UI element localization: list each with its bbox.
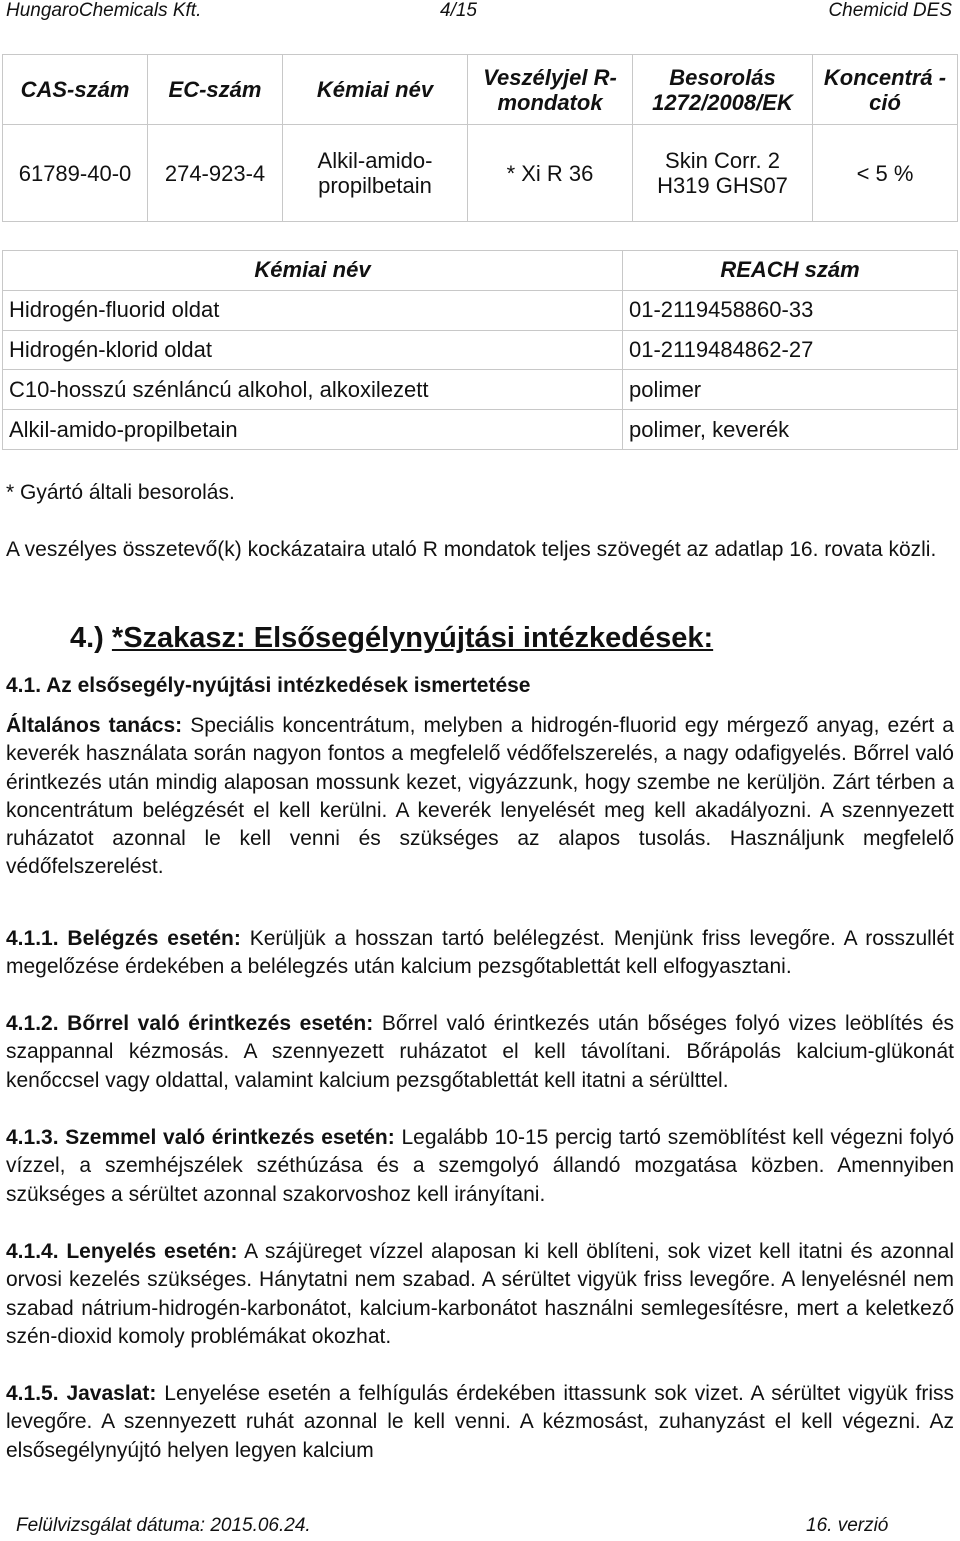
ingestion-item (6, 1238, 954, 1351)
manufacturer-note: * Gyártó általi besorolás. (6, 481, 235, 504)
cell-ec: 274-923-4 (148, 125, 283, 222)
header-cas: CAS-szám (3, 55, 148, 125)
inhalation-item (6, 925, 954, 982)
reach-chem-name: Hidrogén-klorid oldat (3, 330, 623, 370)
reach-number: polimer, keverék (623, 410, 958, 450)
table-row (3, 330, 958, 370)
reach-number: 01-2119458860-33 (623, 290, 958, 330)
company-name: HungaroChemicals Kft. (6, 0, 202, 21)
header-chem-name: Kémiai név (283, 55, 468, 125)
eye-contact-item (6, 1124, 954, 1209)
item-text: A szájüreget vízzel alaposan ki kell öblíteni, sok vizet kell itatni és azonnal orvosi kezelés szükséges. Hánytatni nem szabad. A sérültet vigyük friss levegőre. A lenyelésnél nem szabad nátrium-hidrogén-karbonátot, kalcium-karbonátot használni semlegesítésre, mert a keletkező szén-dioxid komoly problémákat okozhat. (6, 1240, 954, 1348)
header-hazard: Veszélyjel R-mondatok (468, 55, 633, 125)
header-chem-name-2: Kémiai név (3, 251, 623, 291)
reach-chem-name: Alkil-amido-propilbetain (3, 410, 623, 450)
page-number: 4/15 (440, 0, 477, 21)
item-text: Kerüljük a hosszan tartó belélegzést. Menjünk friss levegőre. A rosszullét megelőzése érdekében a belélegzés után kalcium pezsgőtablettát kell elfogyasztani. (6, 927, 954, 979)
cell-concentration: < 5 % (813, 125, 958, 222)
cell-hazard: * Xi R 36 (468, 125, 633, 222)
cell-classification: Skin Corr. 2 H319 GHS07 (633, 125, 813, 222)
item-label: 4.1.3. Szemmel való érintkezés esetén: (6, 1126, 395, 1149)
item-text: Legalább 10-15 percig tartó szemöblítést kell végezni folyó vízzel, a szemhéjszélek széthúzása és a szemgolyó állandó mozgatása közben. Amennyiben szükséges a sérültet azonnal szakorvoshoz kell irányítani. (6, 1126, 954, 1206)
composition-header-row (3, 55, 958, 125)
cell-cas: 61789-40-0 (3, 125, 148, 222)
skin-contact-item (6, 1010, 954, 1095)
page-header (6, 0, 954, 24)
header-reach: REACH szám (623, 251, 958, 291)
r-phrases-note: A veszélyes összetevő(k) kockázataira utaló R mondatok teljes szövegét az adatlap 16. rovata közli. (6, 538, 937, 561)
subsection-title: 4.1. Az elsősegély-nyújtási intézkedések ismertetése (6, 674, 531, 697)
reach-table (2, 250, 958, 450)
table-row (3, 410, 958, 450)
composition-table (2, 54, 958, 222)
section-number: 4.) (70, 622, 112, 654)
item-label: 4.1.2. Bőrrel való érintkezés esetén: (6, 1012, 374, 1035)
table-row (3, 290, 958, 330)
section-title: *Szakasz: Elsősegélynyújtási intézkedések: (111, 622, 714, 654)
item-text: Bőrrel való érintkezés után bőséges folyó vizes leöblítés és szappannal kézmosás. A szennyezett ruházatot el kell távolítani. Bőrápolás kalcium-glükonát kenőccsel vagy oldattal, valamint kalcium pezsgőtablettát kell itatni a sérülttel. (6, 1012, 954, 1092)
composition-data-row (3, 125, 958, 222)
reach-header-row (3, 251, 958, 291)
item-label: 4.1.4. Lenyelés esetén: (6, 1240, 238, 1263)
item-label: 4.1.5. Javaslat: (6, 1382, 157, 1405)
header-ec: EC-szám (148, 55, 283, 125)
table-row (3, 370, 958, 410)
section-4-heading (70, 622, 713, 655)
item-text: Lenyelése esetén a felhígulás érdekében ittassunk sok vizet. A sérültet vigyük friss levegőre. A szennyezett ruhát azonnal le kell venni. A kézmosást, zuhanyzást el kell végezni. Az elsősegélynyújtó helyen legyen kalcium (6, 1382, 955, 1462)
revision-date: Felülvizsgálat dátuma: 2015.06.24. (16, 1515, 311, 1536)
general-advice-label: Általános tanács: (6, 714, 183, 737)
reach-number: 01-2119484862-27 (623, 330, 958, 370)
general-advice (6, 712, 954, 882)
reach-chem-name: Hidrogén-fluorid oldat (3, 290, 623, 330)
reach-chem-name: C10-hosszú szénláncú alkohol, alkoxilezett (3, 370, 623, 410)
software-name: Chemicid DES (828, 0, 952, 21)
general-advice-text: Speciális koncentrátum, melyben a hidrogén-fluorid egy mérgező anyag, ezért a keverék használata során nagyon fontos a megfelelő védőfelszerelés, a nagy odafigyelés. Bőrrel való érintkezés után mindig alaposan mossunk kezet, vigyázzunk, hogy szembe ne kerüljön. Zárt térben a koncentrátum belégzését el kell kerülni. A keverék lenyelését meg kell akadályozni. A szennyezett ruházatot azonnal le kell venni és szükséges az alapos tusolás. Használjunk megfelelő védőfelszerelést. (6, 714, 954, 879)
item-label: 4.1.1. Belégzés esetén: (6, 927, 241, 950)
header-concentration: Koncentrá -ció (813, 55, 958, 125)
version: 16. verzió (806, 1515, 889, 1536)
recommendation-item (6, 1380, 954, 1465)
header-classification: Besorolás 1272/2008/EK (633, 55, 813, 125)
reach-number: polimer (623, 370, 958, 410)
cell-chem-name: Alkil-amido-propilbetain (283, 125, 468, 222)
